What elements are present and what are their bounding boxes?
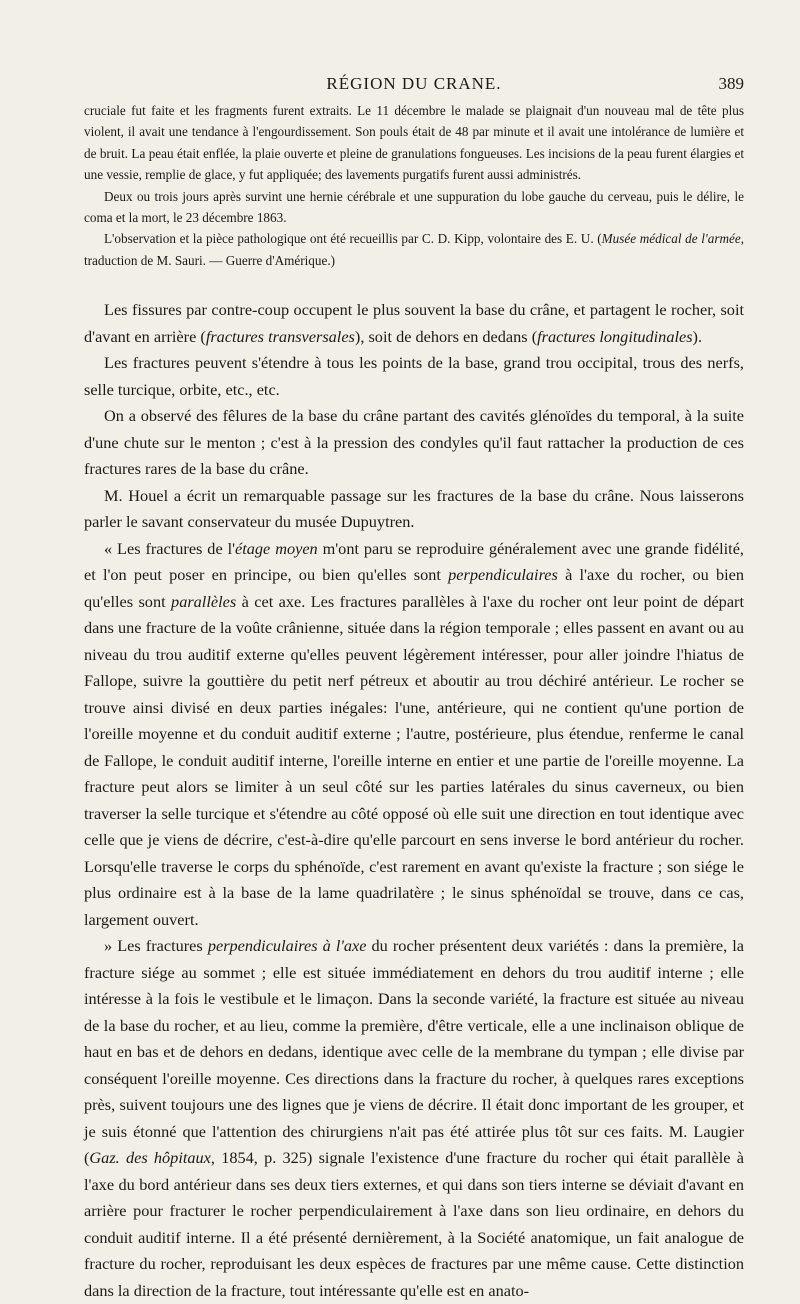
text-run: » Les fractures xyxy=(104,936,208,955)
text-run: ), soit de dehors en dedans ( xyxy=(354,326,538,346)
body-paragraph xyxy=(84,297,744,350)
body-paragraph xyxy=(84,403,744,483)
italic-term: fractures transversales xyxy=(205,326,355,346)
body-paragraph xyxy=(84,483,744,536)
italic-citation: Gaz. des hôpitaux xyxy=(89,1148,211,1167)
body-paragraph xyxy=(84,350,744,403)
text-run: à cet axe. Les fractures parallèles à l'axe du rocher ont leur point de départ dans une fracture de la voûte crânienne, située dans la région temporale ; elles passent en avant ou au niveau du trou auditif externe qu'elles peuvent légèrement intéresser, pour aller joindre l'hiatus de Fallope, suivre la gouttière du petit nerf pétreux et aboutir au trou déchiré antérieur. Le rocher se trouve ainsi divisé en deux parties inégales: l'une, antérieure, qui ne contient qu'une portion de l'oreille moyenne et du conduit auditif externe ; l'autre, postérieure, plus étendue, renferme le canal de Fallope, le conduit auditif interne, l'oreille interne en entier et une partie de l'oreille moyenne. La fracture peut alors se limiter à un seul côté sur les parties latérales du sinus caverneux, ou bien traverser la selle turcique et s'étendre au côté opposé où elle suit une direction en tout identique avec celle que je viens de décrire, c'est-à-dire qu'elle parcourt en sens inverse le bord antérieur du rocher. Lorsqu'elle traverse le corps du sphénoïde, c'est rarement en avant qu'existe la fracture ; son siége le plus ordinaire est à la base de la lame quadrilatère ; le sinus sphénoïdal se trouve, dans ce cas, largement ouvert. xyxy=(84,591,744,929)
small-paragraph xyxy=(84,100,744,186)
page-number: 389 xyxy=(718,74,744,93)
italic-term: perpendiculaires xyxy=(448,565,558,584)
text-run: On a observé des fêlures de la base du crâne partant des cavités glénoïdes du temporal, à la suite d'une chute sur le menton ; c'est à la pression des condyles qu'il faut rattacher la production de ces fractures rares de la base du crâne. xyxy=(84,406,744,478)
italic-term: perpendiculaires à l'axe xyxy=(207,936,367,955)
text-run: Les fractures peuvent s'étendre à tous les points de la base, grand trou occipital, trous des nerfs, selle turcique, orbite, etc., etc. xyxy=(84,353,744,399)
running-title: RÉGION DU CRANE. xyxy=(326,74,502,93)
case-observation-block xyxy=(84,100,744,271)
text-run: ). xyxy=(692,326,703,346)
text-run: Deux ou trois jours après survint une hernie cérébrale et une suppuration du lobe gauche du cerveau, puis le délire, le coma et la mort, le 23 décembre 1863. xyxy=(84,188,744,226)
text-run: m'ont paru se reproduire généralement avec une grande fidélité, et l'on peut poser en principe, ou bien qu'elles sont xyxy=(84,538,744,584)
italic-term: étage moyen xyxy=(235,538,318,558)
text-run: du rocher présentent deux variétés : dans la première, la fracture siége au sommet ; elle est située immédiatement en dehors du trou auditif interne ; elle intéresse à la fois le vestibule et le limaçon. Dans la seconde variété, la fracture est située au niveau de la base du rocher, et au lieu, comme la première, d'être verticale, elle a une inclinaison oblique de haut en bas et de dehors en dedans, identique avec celle de la membrane du tympan ; elle divise par conséquent l'oreille moyenne. Ces directions dans la fracture du rocher, à quelques rares exceptions près, suivent toujours une des lignes que je viens de décrire. Il était donc important de les grouper, et je suis étonné que l'attention des chirurgiens n'ait pas été attirée plus tôt sur ces faits. M. Laugier ( xyxy=(84,936,745,1167)
italic-citation: Musée médical de l'armée xyxy=(601,231,741,247)
text-run: à l'axe du rocher, ou bien qu'elles sont xyxy=(84,565,744,611)
body-paragraph xyxy=(84,933,744,1304)
small-paragraph xyxy=(84,228,744,271)
italic-term: fractures longitudinales xyxy=(537,326,693,346)
text-run: cruciale fut faite et les fragments furent extraits. Le 11 décembre le malade se plaignait d'un nouveau mal de tête plus violent, il avait une tendance à l'engourdissement. Son pouls était de 48 par minute et il avait une intolérance de lumière et de bruit. La peau était enflée, la plaie ouverte et pleine de granulations fongueuses. Les incisions de la peau furent élargies et une vessie, remplie de glace, y fut appliquée; des lavements purgatifs furent aussi administrés. xyxy=(84,103,744,183)
text-run: , traduction de M. Sauri. — Guerre d'Amérique.) xyxy=(84,231,744,268)
body-paragraph xyxy=(84,536,744,934)
body-text xyxy=(84,297,744,1304)
italic-term: parallèles xyxy=(171,591,237,611)
text-run: M. Houel a écrit un remarquable passage sur les fractures de la base du crâne. Nous laisserons parler le savant conservateur du musée Dupuytren. xyxy=(84,485,744,531)
text-run: Les fissures par contre-coup occupent le plus souvent la base du crâne, et partagent le rocher, soit d'avant en arrière ( xyxy=(84,300,744,346)
text-run: , 1854, p. 325) signale l'existence d'une fracture du rocher qui était parallèle à l'axe du bord antérieur dans ses deux tiers externes, et qui dans son tiers interne se déviait d'avant en arrière pour fracturer le rocher perpendiculairement à l'axe dans son lieu ordinaire, en dehors du conduit auditif interne. Il a été présenté dernièrement, à la Société anatomique, un fait analogue de fracture du rocher, reproduisant les deux espèces de fractures par une même cause. Cette distinction dans la direction de la fracture, tout intéressante qu'elle est en anato- xyxy=(84,1148,745,1300)
page-header xyxy=(84,74,744,98)
text-run: L'observation et la pièce pathologique ont été recueillis par C. D. Kipp, volontaire des E. U. ( xyxy=(104,231,602,247)
text-run: « Les fractures de l' xyxy=(104,538,236,558)
small-paragraph xyxy=(84,186,744,229)
